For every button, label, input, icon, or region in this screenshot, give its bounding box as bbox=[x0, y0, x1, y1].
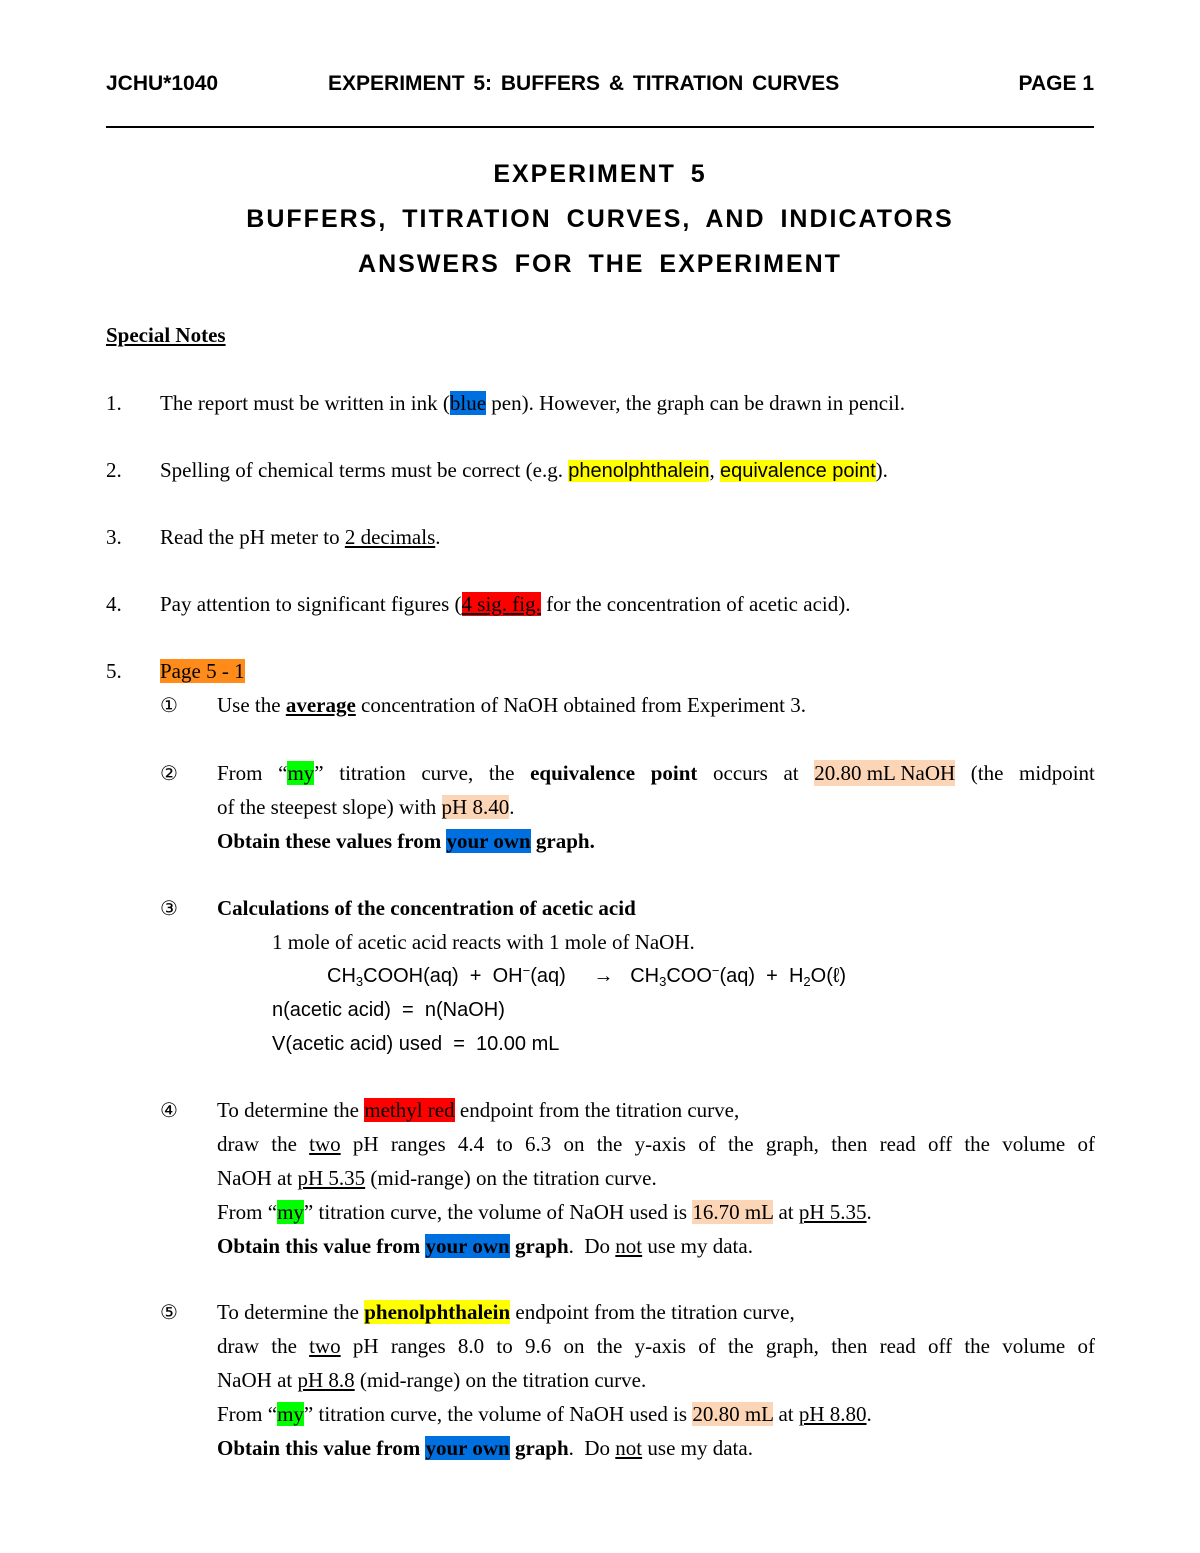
title-line-2: BUFFERS, TITRATION CURVES, AND INDICATORS bbox=[246, 205, 954, 233]
highlight-volume: 20.80 mL NaOH bbox=[814, 761, 956, 785]
item-3-text-2: n(acetic acid) = n(NaOH) bbox=[272, 999, 505, 1021]
item-3-marker: ③ bbox=[160, 896, 178, 920]
highlight-my: my bbox=[277, 1402, 304, 1426]
item-2-line-3: Obtain these values from your own graph. bbox=[217, 829, 595, 853]
page-number: PAGE 1 bbox=[1018, 72, 1094, 95]
note-4-number: 4. bbox=[106, 592, 122, 616]
note-5-number: 5. bbox=[106, 659, 122, 683]
note-2: Spelling of chemical terms must be correct (e.g. phenolphthalein, equivalence point). bbox=[160, 458, 888, 482]
item-1: Use the average concentration of NaOH obtained from Experiment 3. bbox=[217, 693, 806, 717]
highlight-equivalence-point: equivalence point bbox=[719, 460, 876, 482]
highlight-sig-fig: 4 sig. fig. bbox=[461, 592, 541, 616]
item-3-heading: Calculations of the concentration of acetic acid bbox=[217, 896, 636, 920]
item-5-marker: ⑤ bbox=[160, 1300, 178, 1324]
item-4-line-2: draw the two pH ranges 4.4 to 6.3 on the y-axis of the graph, then read off the volume of bbox=[217, 1132, 1095, 1156]
item-5-line-2: draw the two pH ranges 8.0 to 9.6 on the y-axis of the graph, then read off the volume of bbox=[217, 1334, 1095, 1358]
note-1: The report must be written in ink (blue pen). However, the graph can be drawn in pencil. bbox=[160, 391, 906, 415]
item-2-line-2: of the steepest slope) with pH 8.40. bbox=[217, 795, 515, 819]
item-5-line-5: Obtain this value from your own graph. Do not use my data. bbox=[217, 1436, 753, 1460]
item-2-line-1: From “my” titration curve, the equivalence point occurs at 20.80 mL NaOH (the midpoint bbox=[217, 761, 1095, 785]
item-3-text-3: V(acetic acid) used = 10.00 mL bbox=[272, 1033, 560, 1055]
highlight-phenolphthalein: phenolphthalein bbox=[568, 460, 710, 482]
highlight-my: my bbox=[287, 761, 315, 785]
item-4-line-3: NaOH at pH 5.35 (mid-range) on the titration curve. bbox=[217, 1166, 657, 1190]
highlight-page-ref: Page 5 - 1 bbox=[160, 659, 245, 683]
note-2-number: 2. bbox=[106, 458, 122, 482]
note-5 bbox=[160, 658, 245, 684]
item-5-line-3: NaOH at pH 8.8 (mid-range) on the titration curve. bbox=[217, 1368, 647, 1392]
item-4-line-1: To determine the methyl red endpoint from the titration curve, bbox=[217, 1098, 740, 1122]
highlight-your-own: your own bbox=[425, 1436, 510, 1460]
title-line-3: ANSWERS FOR THE EXPERIMENT bbox=[358, 250, 842, 278]
highlight-ph: pH 8.40 bbox=[441, 795, 510, 819]
header-experiment-title: EXPERIMENT 5: BUFFERS & TITRATION CURVES bbox=[328, 72, 840, 95]
item-4-marker: ④ bbox=[160, 1098, 178, 1122]
highlight-your-own: your own bbox=[446, 829, 531, 853]
note-3-number: 3. bbox=[106, 525, 122, 549]
item-5-line-1: To determine the phenolphthalein endpoint from the titration curve, bbox=[217, 1300, 795, 1324]
highlight-volume: 20.80 mL bbox=[692, 1402, 774, 1426]
item-3-equation: $CH_3COOH(aq) + OH^-(aq)$ → $CH_3COO^-(aq)$ + $H_2O(\ell)$ bbox=[327, 963, 846, 989]
note-3: Read the pH meter to 2 decimals. bbox=[160, 525, 441, 549]
note-1-number: 1. bbox=[106, 391, 122, 415]
highlight-your-own: your own bbox=[425, 1234, 510, 1258]
highlight-my: my bbox=[277, 1200, 304, 1224]
course-code: JCHU*1040 bbox=[106, 72, 219, 95]
highlight-methyl-red: methyl red bbox=[364, 1098, 455, 1122]
title-line-1: EXPERIMENT 5 bbox=[493, 160, 707, 188]
page-header bbox=[106, 72, 1094, 100]
item-4-line-4: From “my” titration curve, the volume of NaOH used is 16.70 mL at pH 5.35. bbox=[217, 1200, 872, 1224]
item-4-line-5: Obtain this value from your own graph. Do not use my data. bbox=[217, 1234, 753, 1258]
item-1-marker: ① bbox=[160, 693, 178, 717]
highlight-blue: blue bbox=[449, 391, 487, 415]
item-2-marker: ② bbox=[160, 761, 178, 785]
item-5-line-4: From “my” titration curve, the volume of NaOH used is 20.80 mL at pH 8.80. bbox=[217, 1402, 872, 1426]
special-notes-heading: Special Notes bbox=[106, 323, 226, 347]
item-3-text-1: 1 mole of acetic acid reacts with 1 mole of NaOH. bbox=[272, 930, 695, 954]
note-4: Pay attention to significant figures (4 sig. fig. for the concentration of acetic acid). bbox=[160, 592, 851, 616]
highlight-volume: 16.70 mL bbox=[692, 1200, 774, 1224]
highlight-phenolphthalein: phenolphthalein bbox=[364, 1300, 511, 1324]
header-rule bbox=[106, 126, 1094, 128]
